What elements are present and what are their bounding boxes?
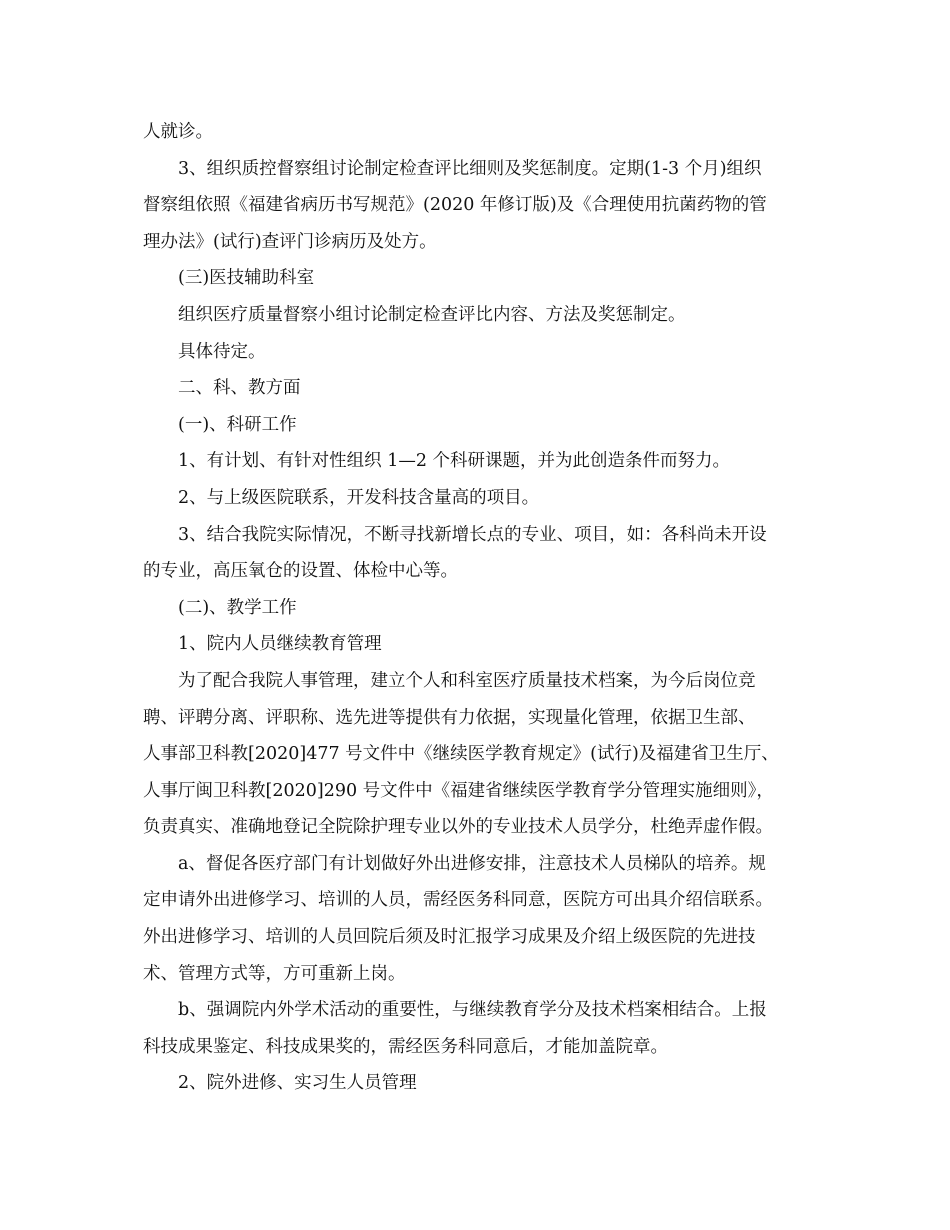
text-line: 2、院外进修、实习生人员管理 — [178, 1073, 417, 1094]
text-line: 3、结合我院实际情况，不断寻找新增长点的专业、项目，如：各科尚未开设 — [178, 524, 767, 545]
text-line: 术、管理方式等，方可重新上岗。 — [143, 963, 406, 984]
text-line: 具体待定。 — [178, 341, 266, 362]
paragraph — [143, 590, 813, 627]
text-line: 2、与上级医院联系，开发科技含量高的项目。 — [178, 487, 540, 508]
paragraph — [143, 846, 813, 992]
text-line: 3、组织质控督察组讨论制定检查评比细则及奖惩制度。定期(1-3 个月)组织 — [178, 158, 762, 179]
text-line: (二)、教学工作 — [178, 597, 297, 618]
paragraph — [143, 370, 813, 407]
text-line: 人就诊。 — [143, 122, 213, 142]
paragraph — [143, 1065, 813, 1102]
document-body — [143, 114, 813, 1102]
text-line: 1、有计划、有针对性组织 1—2 个科研课题，并为此创造条件而努力。 — [178, 451, 731, 472]
paragraph — [143, 517, 813, 590]
text-line: 理办法》(试行)查评门诊病历及处方。 — [143, 231, 437, 252]
text-line: 定申请外出进修学习、培训的人员，需经医务科同意，医院方可出具介绍信联系。 — [143, 890, 773, 911]
paragraph — [143, 260, 813, 297]
text-line: 1、院内人员继续教育管理 — [178, 634, 382, 655]
text-line: 外出进修学习、培训的人员回院后须及时汇报学习成果及介绍上级医院的先进技 — [143, 927, 756, 948]
text-line: (三)医技辅助科室 — [178, 268, 315, 289]
text-line: 的专业，高压氧仓的设置、体检中心等。 — [143, 561, 458, 582]
text-line: 人事部卫科教[2020]477 号文件中《继续医学教育规定》(试行)及福建省卫生厅、 — [143, 744, 779, 765]
text-line: 为了配合我院人事管理，建立个人和科室医疗质量技术档案，为今后岗位竞 — [178, 670, 756, 691]
text-line: a、督促各医疗部门有计划做好外出进修安排，注意技术人员梯队的培养。规 — [178, 853, 766, 874]
paragraph — [143, 297, 813, 334]
paragraph — [143, 334, 813, 371]
text-line: 组织医疗质量督察小组讨论制定检查评比内容、方法及奖惩制定。 — [178, 304, 686, 325]
paragraph — [143, 480, 813, 517]
text-line: 聘、评聘分离、评职称、选先进等提供有力依据，实现量化管理，依据卫生部、 — [143, 707, 756, 728]
text-line: 二、科、教方面 — [178, 378, 301, 399]
paragraph — [143, 114, 813, 151]
text-line: 人事厅闽卫科教[2020]290 号文件中《福建省继续医学教育学分管理实施细则》， — [143, 780, 774, 801]
paragraph — [143, 626, 813, 663]
paragraph — [143, 407, 813, 444]
paragraph — [143, 151, 813, 261]
text-line: 科技成果鉴定、科技成果奖的，需经医务科同意后，才能加盖院章。 — [143, 1036, 668, 1057]
text-line: 负责真实、准确地登记全院除护理专业以外的专业技术人员学分，杜绝弄虚作假。 — [143, 817, 773, 838]
paragraph — [143, 992, 813, 1065]
paragraph — [143, 443, 813, 480]
text-line: 督察组依照《福建省病历书写规范》(2020 年修订版)及《合理使用抗菌药物的管 — [143, 195, 767, 216]
text-line: b、强调院内外学术活动的重要性，与继续教育学分及技术档案相结合。上报 — [178, 1000, 767, 1021]
text-line: (一)、科研工作 — [178, 414, 297, 435]
paragraph — [143, 663, 813, 846]
